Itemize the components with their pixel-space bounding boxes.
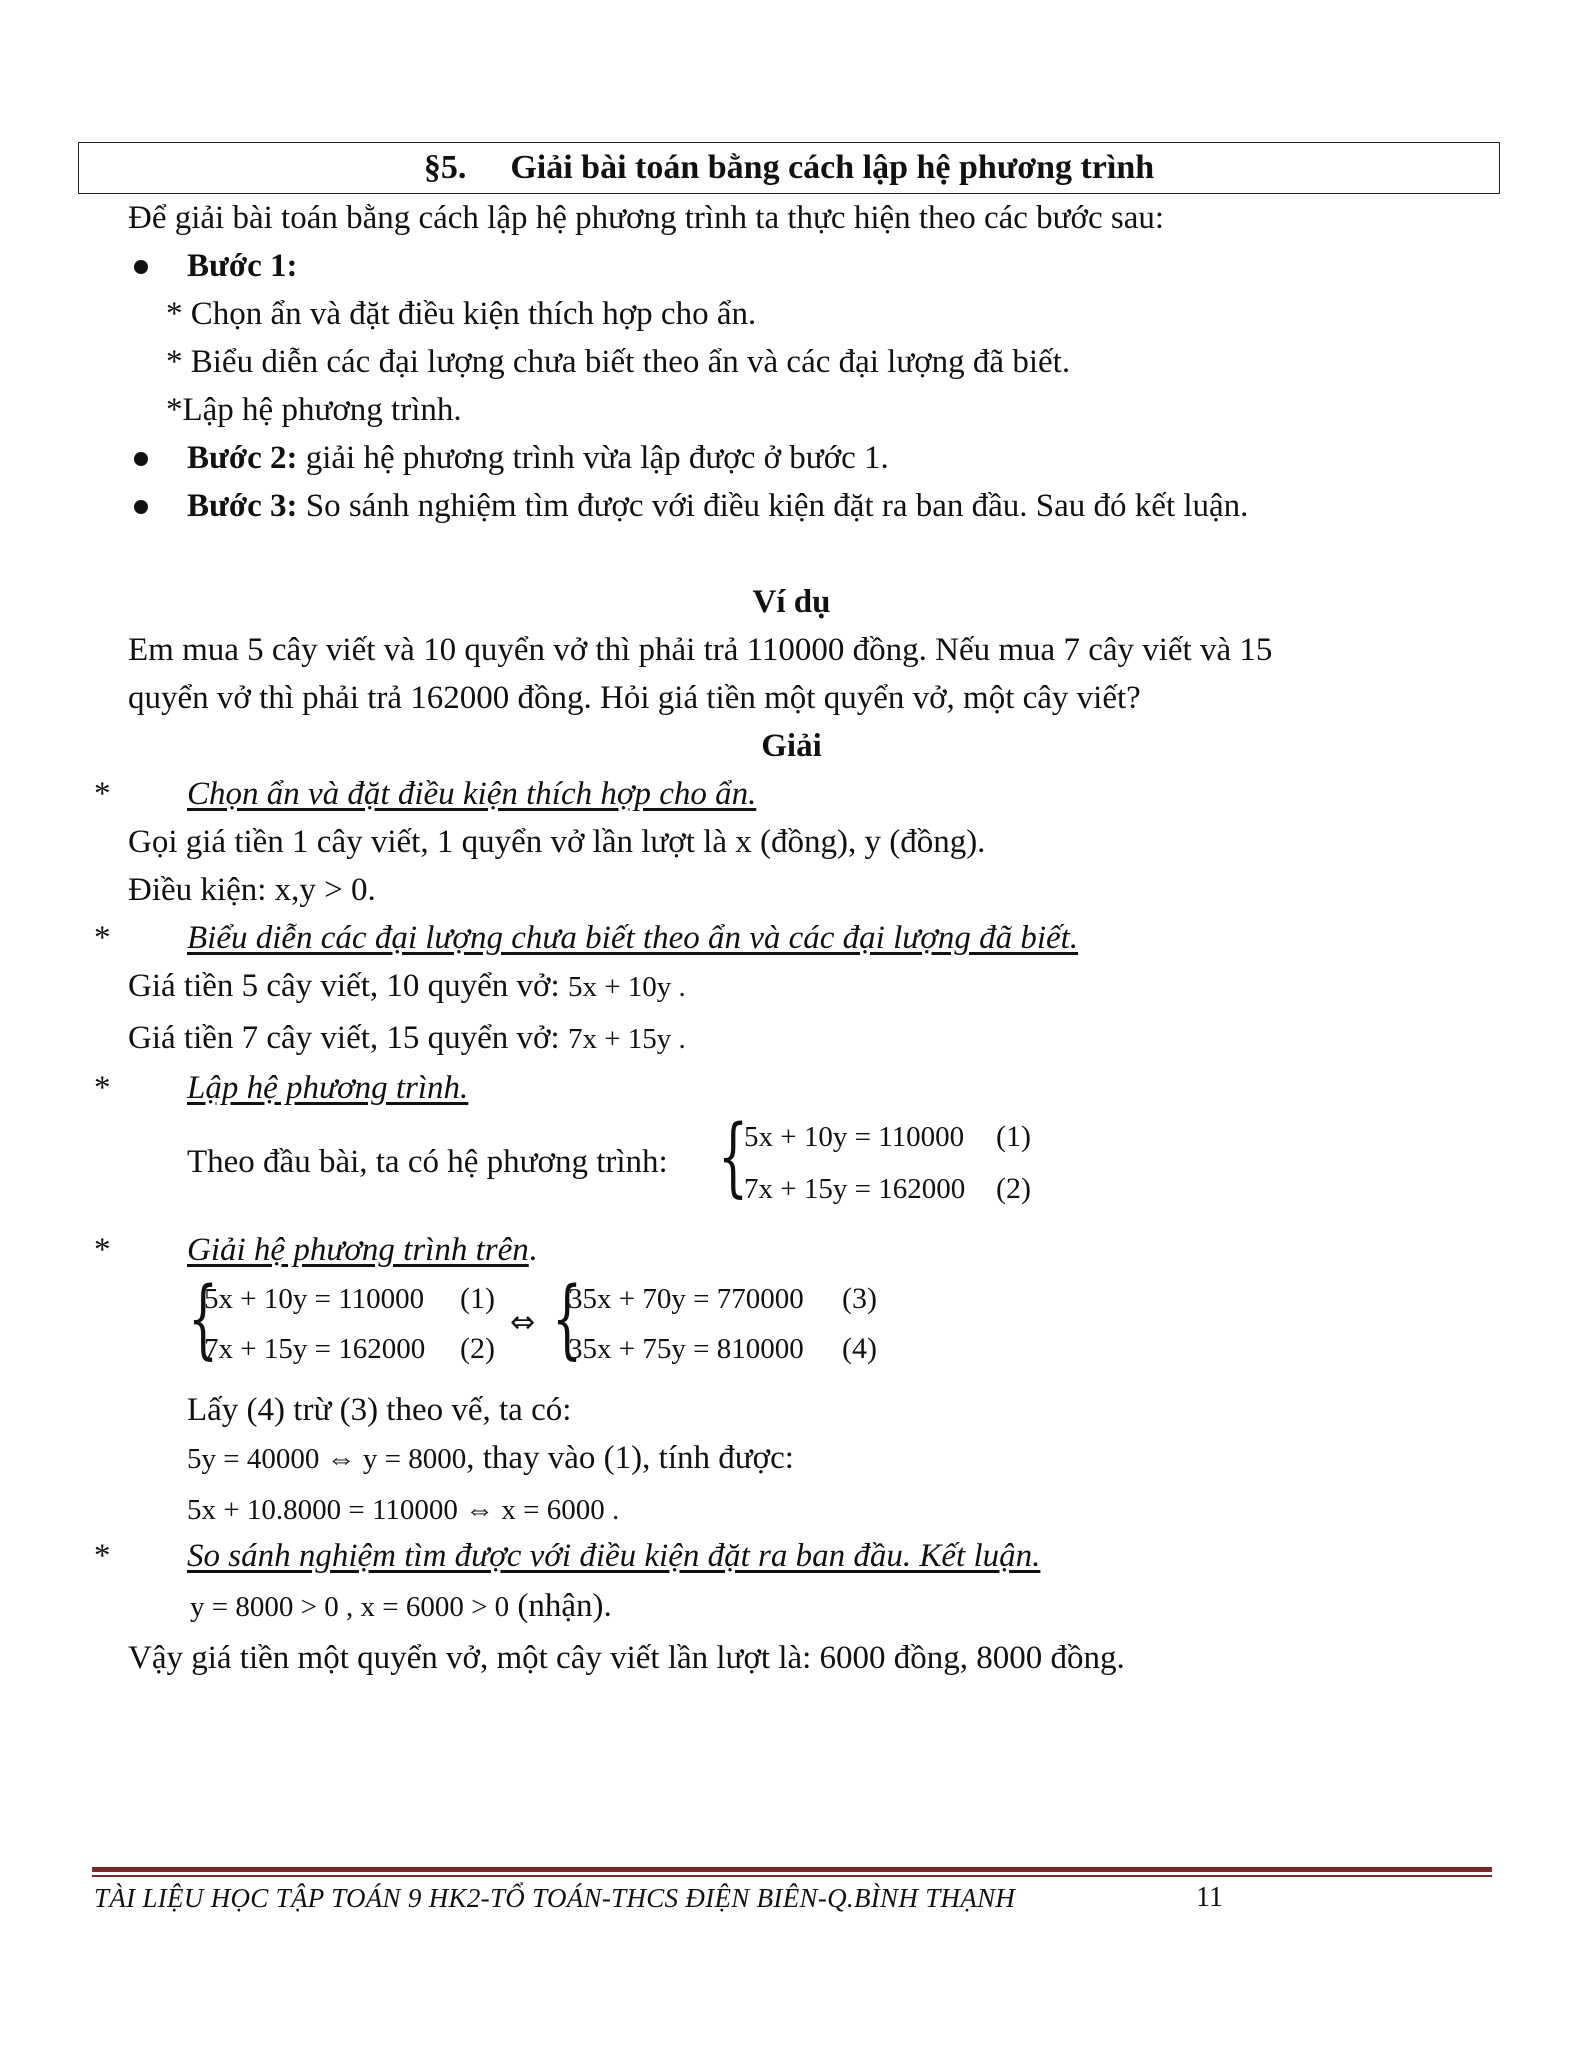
system1-n1: (1) [996, 1120, 1031, 1153]
step1-item-2: * Biểu diễn các đại lượng chưa biết theo ẩn và các đại lượng đã biết. [166, 344, 1071, 380]
system2-right [552, 1269, 912, 1376]
s1-title: Chọn ẩn và đặt điều kiện thích hợp cho ẩn. [187, 776, 757, 812]
s1-line1: Gọi giá tiền 1 cây viết, 1 quyển vở lần lượt là x (đồng), y (đồng). [128, 824, 986, 860]
s5-line1-expr: y = 8000 > 0 , x = 6000 > 0 [190, 1591, 510, 1623]
s5-line1-text: (nhận). [509, 1588, 612, 1624]
system1-eq1: 5x + 10y = 110000 [744, 1121, 965, 1153]
step3-line [187, 486, 1248, 526]
s4-line1: Lấy (4) trừ (3) theo vế, ta có: [187, 1392, 572, 1428]
equiv-symbol: ⇔ [510, 1305, 536, 1340]
s4-title-line [187, 1230, 537, 1270]
s2-line2-expr: 7x + 15y . [567, 1023, 686, 1055]
system2-right-eq2: 35x + 75y = 810000 [568, 1333, 804, 1365]
intro-text: Để giải bài toán bằng cách lập hệ phương trình ta thực hiện theo các bước sau: [128, 200, 1165, 236]
s2-title: Biểu diễn các đại lượng chưa biết theo ẩn và các đại lượng đã biết. [187, 920, 1079, 956]
s4-title-dot: . [528, 1232, 538, 1268]
star-s5: * [94, 1538, 111, 1574]
system2-left-eq2: 7x + 15y = 162000 [204, 1333, 426, 1365]
s5-title: So sánh nghiệm tìm được với điều kiện đặt ra ban đầu. Kết luận. [187, 1538, 1041, 1574]
system2-left-eq1: 5x + 10y = 110000 [204, 1283, 425, 1315]
system2-left-n2: (2) [460, 1332, 495, 1365]
s4-line2-text: , thay vào (1), tính được: [466, 1440, 794, 1476]
s2-line2 [128, 1018, 686, 1058]
example-problem-line2: quyển vở thì phải trả 162000 đồng. Hỏi giá tiền một quyển vở, một cây viết? [128, 680, 1141, 716]
system1-n2: (2) [996, 1172, 1031, 1205]
system2-left-brace: { [188, 1269, 219, 1369]
system2-right-eq1: 35x + 70y = 770000 [568, 1283, 804, 1315]
step2-text: giải hệ phương trình vừa lập được ở bước 1. [297, 440, 889, 476]
s5-line1 [190, 1586, 612, 1626]
star-s1: * [94, 776, 111, 812]
section-title [79, 147, 1499, 189]
s4-title: Giải hệ phương trình trên [187, 1232, 529, 1268]
step1-label: Bước 1: [187, 248, 298, 284]
bullet-step1 [134, 260, 148, 274]
s2-line1-text: Giá tiền 5 cây viết, 10 quyển vở: [128, 968, 568, 1004]
section-title-box [78, 142, 1500, 194]
star-s4: * [94, 1232, 111, 1268]
bullet-step3 [134, 500, 148, 514]
s4-line2-expr: 5y = 40000 ⇔ y = 8000 [187, 1443, 467, 1475]
example-heading: Ví dụ [752, 584, 831, 620]
s1-line2: Điều kiện: x,y > 0. [128, 872, 376, 908]
step1-item-3: *Lập hệ phương trình. [166, 392, 462, 428]
footer-rule-thin [92, 1875, 1492, 1877]
s3-text: Theo đầu bài, ta có hệ phương trình: [187, 1144, 668, 1180]
bullet-step2 [134, 452, 148, 466]
example-problem-line1: Em mua 5 cây viết và 10 quyển vở thì phải trả 110000 đồng. Nếu mua 7 cây viết và 15 [128, 632, 1273, 668]
star-s2: * [94, 920, 111, 956]
system2-left-n1: (1) [460, 1282, 495, 1315]
step3-label: Bước 3: [187, 488, 298, 524]
system1-eq2: 7x + 15y = 162000 [744, 1173, 966, 1205]
page-number: 11 [1196, 1882, 1223, 1913]
section-number: §5. [423, 149, 467, 186]
s2-line2-text: Giá tiền 7 cây viết, 15 quyển vở: [128, 1020, 568, 1056]
s4-line2 [187, 1438, 794, 1478]
star-s3: * [94, 1070, 111, 1106]
s4-line3-expr: 5x + 10.8000 = 110000 ⇔ x = 6000 . [187, 1494, 620, 1526]
system2-right-brace: { [552, 1269, 583, 1369]
s3-title: Lập hệ phương trình. [187, 1070, 469, 1106]
step2-label: Bước 2: [187, 440, 298, 476]
system1-brace: { [718, 1107, 749, 1207]
conclusion: Vậy giá tiền một quyển vở, một cây viết lần lượt là: 6000 đồng, 8000 đồng. [128, 1640, 1125, 1676]
system2-left [188, 1269, 528, 1376]
s2-line1 [128, 966, 686, 1006]
system2-right-n1: (3) [842, 1282, 877, 1315]
solution-heading: Giải [761, 728, 822, 764]
step2-line [187, 438, 889, 478]
footer-rule-thick [92, 1867, 1492, 1872]
system1 [718, 1107, 1078, 1214]
s2-line1-expr: 5x + 10y . [567, 971, 686, 1003]
footer-text: TÀI LIỆU HỌC TẬP TOÁN 9 HK2-TỔ TOÁN-THCS ĐIỆN BIÊN-Q.BÌNH THẠNH [94, 1883, 1016, 1913]
system2-right-n2: (4) [842, 1332, 877, 1365]
step3-text: So sánh nghiệm tìm được với điều kiện đặt ra ban đầu. Sau đó kết luận. [297, 488, 1249, 524]
step1-item-1: * Chọn ẩn và đặt điều kiện thích hợp cho ẩn. [166, 296, 757, 332]
section-title-text: Giải bài toán bằng cách lập hệ phương trình [510, 149, 1155, 186]
